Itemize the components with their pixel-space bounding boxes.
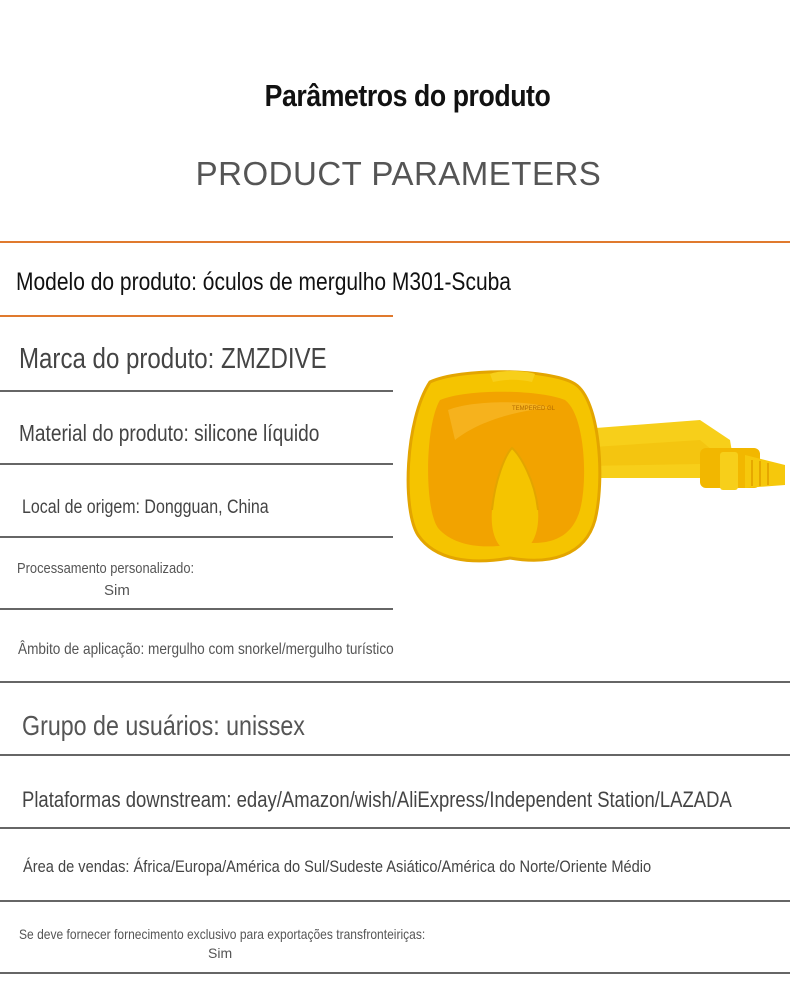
divider-9	[0, 900, 790, 902]
divider-10	[0, 972, 790, 974]
param-platforms: Plataformas downstream: eday/Amazon/wish/AliExpress/Independent Station/LAZADA	[22, 787, 732, 812]
param-brand: Marca do produto: ZMZDIVE	[19, 343, 327, 375]
param-sales-area: Área de vendas: África/Europa/América do Sul/Sudeste Asiático/América do Norte/Oriente Médio	[23, 857, 652, 876]
divider-2	[0, 390, 393, 392]
param-custom-processing-value: Sim	[104, 582, 130, 599]
page-subtitle: PRODUCT PARAMETERS	[195, 155, 602, 192]
param-origin: Local de origem: Dongguan, China	[22, 497, 269, 518]
divider-4	[0, 536, 393, 538]
divider-6	[0, 681, 790, 683]
diving-mask-icon	[400, 360, 790, 575]
param-exclusive-supply-value: Sim	[208, 945, 233, 961]
divider-8	[0, 827, 790, 829]
param-model: Modelo do produto: óculos de mergulho M301-Scuba	[16, 268, 511, 296]
divider-5	[0, 608, 393, 610]
divider-top	[0, 241, 790, 243]
product-image	[400, 360, 790, 575]
divider-3	[0, 463, 393, 465]
svg-text:TEMPERED GL: TEMPERED GL	[512, 406, 556, 412]
param-scope: Âmbito de aplicação: mergulho com snorkel/mergulho turístico	[18, 641, 394, 658]
divider-7	[0, 754, 790, 756]
param-custom-processing: Processamento personalizado:	[17, 560, 195, 577]
page-title: Parâmetros do produto	[264, 78, 551, 113]
param-material: Material do produto: silicone líquido	[19, 420, 320, 446]
param-exclusive-supply: Se deve fornecer fornecimento exclusivo para exportações transfronteiriças:	[19, 926, 426, 942]
divider-1	[0, 315, 393, 317]
param-user-group: Grupo de usuários: unissex	[22, 710, 305, 741]
